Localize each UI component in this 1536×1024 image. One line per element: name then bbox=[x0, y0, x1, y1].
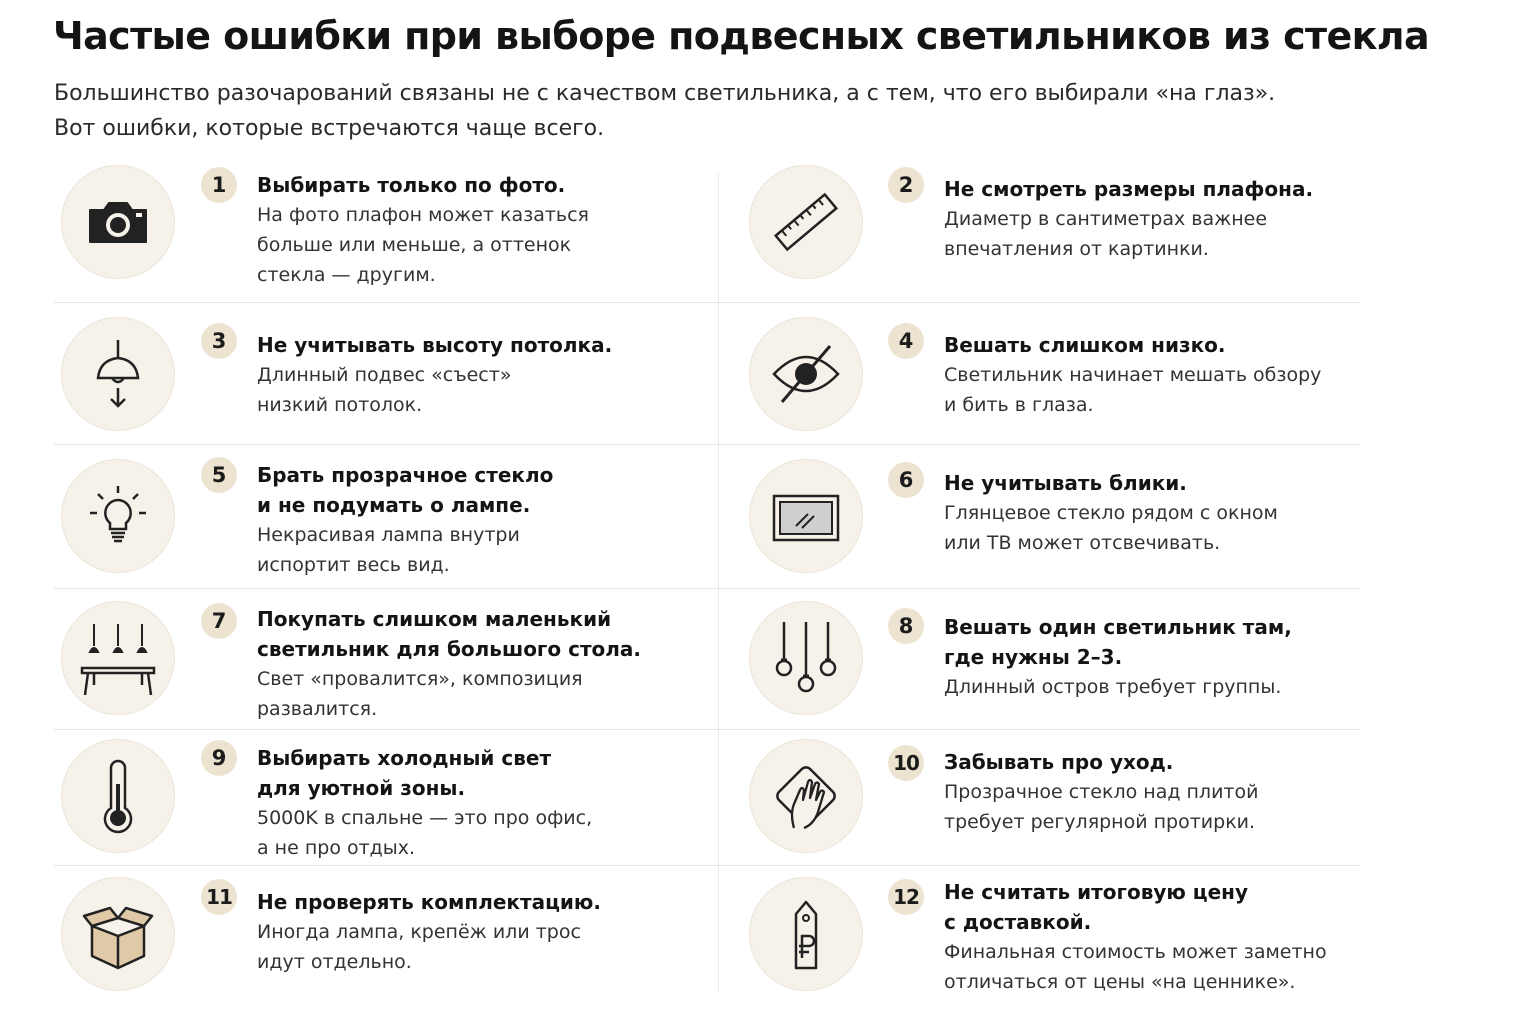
box-icon bbox=[61, 877, 175, 991]
number-badge: 2 bbox=[888, 167, 924, 203]
item-desc-line: Некрасивая лампа внутри bbox=[257, 524, 520, 546]
price-tag-ruble-icon bbox=[749, 877, 863, 991]
number-badge: 6 bbox=[888, 462, 924, 498]
mistakes-grid bbox=[54, 160, 1360, 1010]
intro-line-2: Вот ошибки, которые встречаются чаще всего. bbox=[54, 116, 605, 141]
item-desc-line: 5000K в спальне — это про офис, bbox=[257, 807, 593, 829]
item-desc-line: Глянцевое стекло рядом с окном bbox=[944, 502, 1278, 524]
item-desc-line: больше или меньше, а оттенок bbox=[257, 234, 572, 256]
number-badge: 12 bbox=[888, 879, 924, 915]
item-desc-line: стекла — другим. bbox=[257, 264, 436, 286]
item-desc-line: идут отдельно. bbox=[257, 951, 412, 973]
item-desc-line: Длинный остров требует группы. bbox=[944, 676, 1282, 698]
item-title: и не подумать о лампе. bbox=[257, 493, 531, 517]
row-divider bbox=[54, 865, 1360, 866]
row-divider bbox=[54, 729, 1360, 730]
item-desc-line: Свет «провалится», композиция bbox=[257, 668, 583, 690]
number-badge: 8 bbox=[888, 608, 924, 644]
cleaning-hand-icon bbox=[749, 739, 863, 853]
item-desc-line: Прозрачное стекло над плитой bbox=[944, 781, 1259, 803]
item-desc-line: а не про отдых. bbox=[257, 837, 416, 859]
item-desc-line: Финальная стоимость может заметно bbox=[944, 941, 1327, 963]
number-badge: 3 bbox=[201, 323, 237, 359]
ruler-icon bbox=[749, 165, 863, 279]
item-desc-line: На фото плафон может казаться bbox=[257, 204, 589, 226]
item-desc-line: впечатления от картинки. bbox=[944, 238, 1209, 260]
eye-crossed-icon bbox=[749, 317, 863, 431]
item-desc-line: или ТВ может отсвечивать. bbox=[944, 532, 1221, 554]
row-divider bbox=[54, 302, 1360, 303]
number-badge: 10 bbox=[888, 745, 924, 781]
three-pendants-icon bbox=[749, 601, 863, 715]
column-divider bbox=[718, 172, 719, 992]
camera-icon bbox=[61, 165, 175, 279]
item-title: Вешать один светильник там, bbox=[944, 615, 1292, 639]
number-badge: 1 bbox=[201, 167, 237, 203]
item-desc-line: Светильник начинает мешать обзору bbox=[944, 364, 1322, 386]
item-desc-line: отличаться от цены «на ценнике». bbox=[944, 971, 1296, 993]
number-badge: 4 bbox=[888, 323, 924, 359]
item-title: светильник для большого стола. bbox=[257, 637, 642, 661]
item-title: Вешать слишком низко. bbox=[944, 333, 1226, 357]
item-title: Брать прозрачное стекло bbox=[257, 463, 554, 487]
item-desc-line: испортит весь вид. bbox=[257, 554, 450, 576]
item-desc-line: Диаметр в сантиметрах важнее bbox=[944, 208, 1268, 230]
item-title: для уютной зоны. bbox=[257, 776, 466, 800]
row-divider bbox=[54, 588, 1360, 589]
number-badge: 7 bbox=[201, 603, 237, 639]
thermometer-icon bbox=[61, 739, 175, 853]
item-desc-line: и бить в глаза. bbox=[944, 394, 1094, 416]
item-title: Покупать слишком маленький bbox=[257, 607, 612, 631]
item-desc-line: Иногда лампа, крепёж или трос bbox=[257, 921, 581, 943]
number-badge: 9 bbox=[201, 740, 237, 776]
item-title: Не смотреть размеры плафона. bbox=[944, 177, 1314, 201]
item-title: с доставкой. bbox=[944, 910, 1092, 934]
page-title: Частые ошибки при выборе подвесных светильников из стекла bbox=[53, 14, 1430, 58]
intro bbox=[54, 76, 1275, 146]
item-desc-line: развалится. bbox=[257, 698, 378, 720]
item-desc-line: требует регулярной протирки. bbox=[944, 811, 1256, 833]
item-title: где нужны 2–3. bbox=[944, 645, 1123, 669]
number-badge: 11 bbox=[201, 879, 237, 915]
intro-line-1: Большинство разочарований связаны не с качеством светильника, а с тем, что его выбирали «на глаз». bbox=[54, 81, 1276, 106]
pendant-lamp-icon bbox=[61, 317, 175, 431]
item-title: Не учитывать высоту потолка. bbox=[257, 333, 613, 357]
table-lamps-icon bbox=[61, 601, 175, 715]
item-desc-line: Длинный подвес «съест» bbox=[257, 364, 512, 386]
number-badge: 5 bbox=[201, 457, 237, 493]
item-title: Не считать итоговую цену bbox=[944, 880, 1249, 904]
item-title: Не учитывать блики. bbox=[944, 471, 1187, 495]
item-title: Забывать про уход. bbox=[944, 750, 1174, 774]
item-title: Выбирать холодный свет bbox=[257, 746, 552, 770]
item-desc-line: низкий потолок. bbox=[257, 394, 423, 416]
item-title: Не проверять комплектацию. bbox=[257, 890, 601, 914]
glossy-frame-icon bbox=[749, 459, 863, 573]
row-divider bbox=[54, 444, 1360, 445]
light-bulb-icon bbox=[61, 459, 175, 573]
item-title: Выбирать только по фото. bbox=[257, 173, 566, 197]
